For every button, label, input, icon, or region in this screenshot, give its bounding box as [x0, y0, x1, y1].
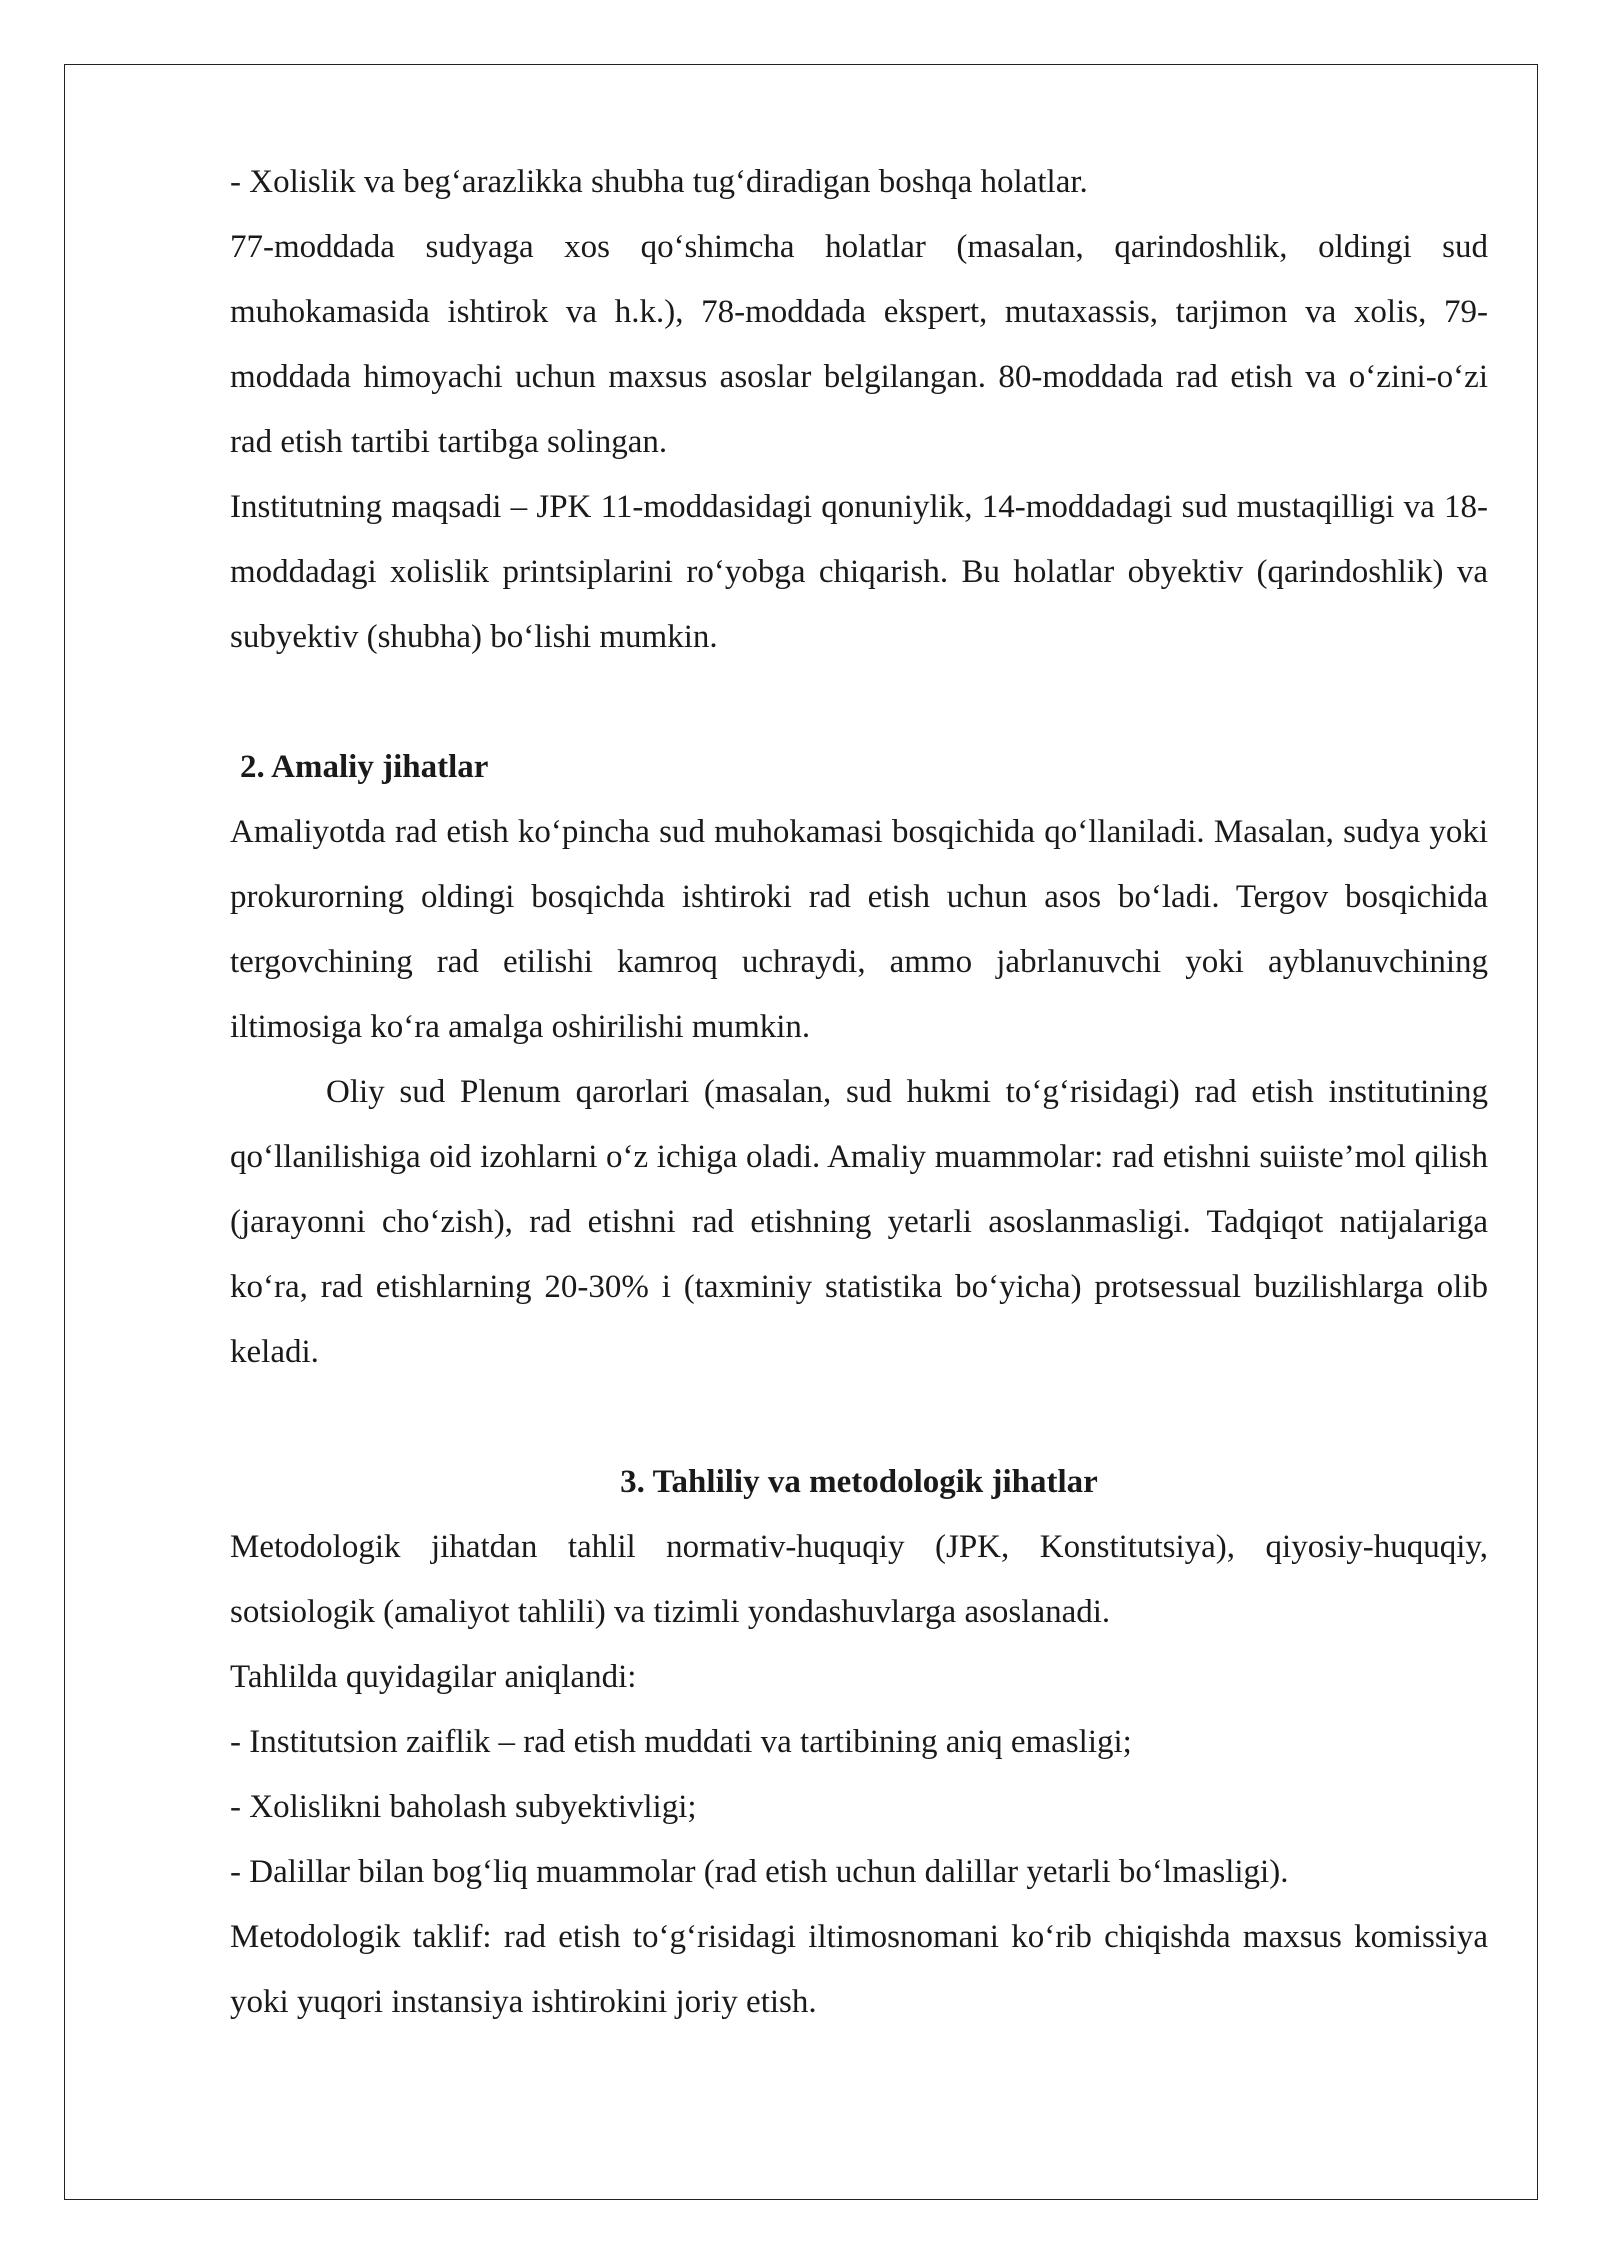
paragraph: Metodologik jihatdan tahlil normativ-huquqiy (JPK, Konstitutsiya), qiyosiy-huquqiy, sotsiologik (amaliyot tahlili) va tizimli yondashuvlarga asoslanadi.: [230, 1529, 1488, 1630]
list-item: - Institutsion zaiflik – rad etish muddati va tartibining aniq emasligi;: [230, 1724, 1132, 1760]
section-heading: 2. Amaliy jihatlar: [240, 749, 489, 785]
paragraph: Amaliyotda rad etish ko‘pincha sud muhokamasi bosqichida qo‘llaniladi. Masalan, sudya yoki prokurorning oldingi bosqichda ishtiroki rad etish uchun asos bo‘ladi. Tergov bosqichida tergovchining rad etilishi kamroq uchraydi, ammo jabrlanuvchi yoki ayblanuvchining iltimosiga ko‘ra amalga oshirilishi mumkin.: [230, 814, 1488, 1045]
section-heading: 3. Tahliliy va metodologik jihatlar: [620, 1464, 1098, 1500]
paragraph: Oliy sud Plenum qarorlari (masalan, sud hukmi to‘g‘risidagi) rad etish institutining qo‘llanilishiga oid izohlarni o‘z ichiga oladi. Amaliy muammolar: rad etishni suiiste’mol qilish (jarayonni cho‘zish), rad etishni rad etishning yetarli asoslanmasligi. Tadqiqot natijalariga ko‘ra, rad etishlarning 20-30% i (taxminiy statistika bo‘yicha) protsessual buzilishlarga olib keladi.: [230, 1074, 1488, 1370]
paragraph: Metodologik taklif: rad etish to‘g‘risidagi iltimosnomani ko‘rib chiqishda maxsus komissiya yoki yuqori instansiya ishtirokini joriy etish.: [230, 1919, 1488, 2020]
list-item: - Dalillar bilan bog‘liq muammolar (rad etish uchun dalillar yetarli bo‘lmasligi).: [230, 1854, 1289, 1890]
paragraph: Tahlilda quyidagilar aniqlandi:: [230, 1659, 637, 1695]
paragraph: 77-moddada sudyaga xos qo‘shimcha holatlar (masalan, qarindoshlik, oldingi sud muhokamasida ishtirok va h.k.), 78-moddada ekspert, mutaxassis, tarjimon va xolis, 79-moddada himoyachi uchun maxsus asoslar belgilangan. 80-moddada rad etish va o‘zini-o‘zi rad etish tartibi tartibga solingan.: [230, 229, 1488, 460]
document-body: [230, 150, 1488, 2035]
paragraph: Institutning maqsadi – JPK 11-moddasidagi qonuniylik, 14-moddadagi sud mustaqilligi va 18-moddadagi xolislik printsiplarini ro‘yobga chiqarish. Bu holatlar obyektiv (qarindoshlik) va subyektiv (shubha) bo‘lishi mumkin.: [230, 489, 1488, 655]
paragraph: - Xolislik va beg‘arazlikka shubha tug‘diradigan boshqa holatlar.: [230, 164, 1088, 200]
list-item: - Xolislikni baholash subyektivligi;: [230, 1789, 697, 1825]
